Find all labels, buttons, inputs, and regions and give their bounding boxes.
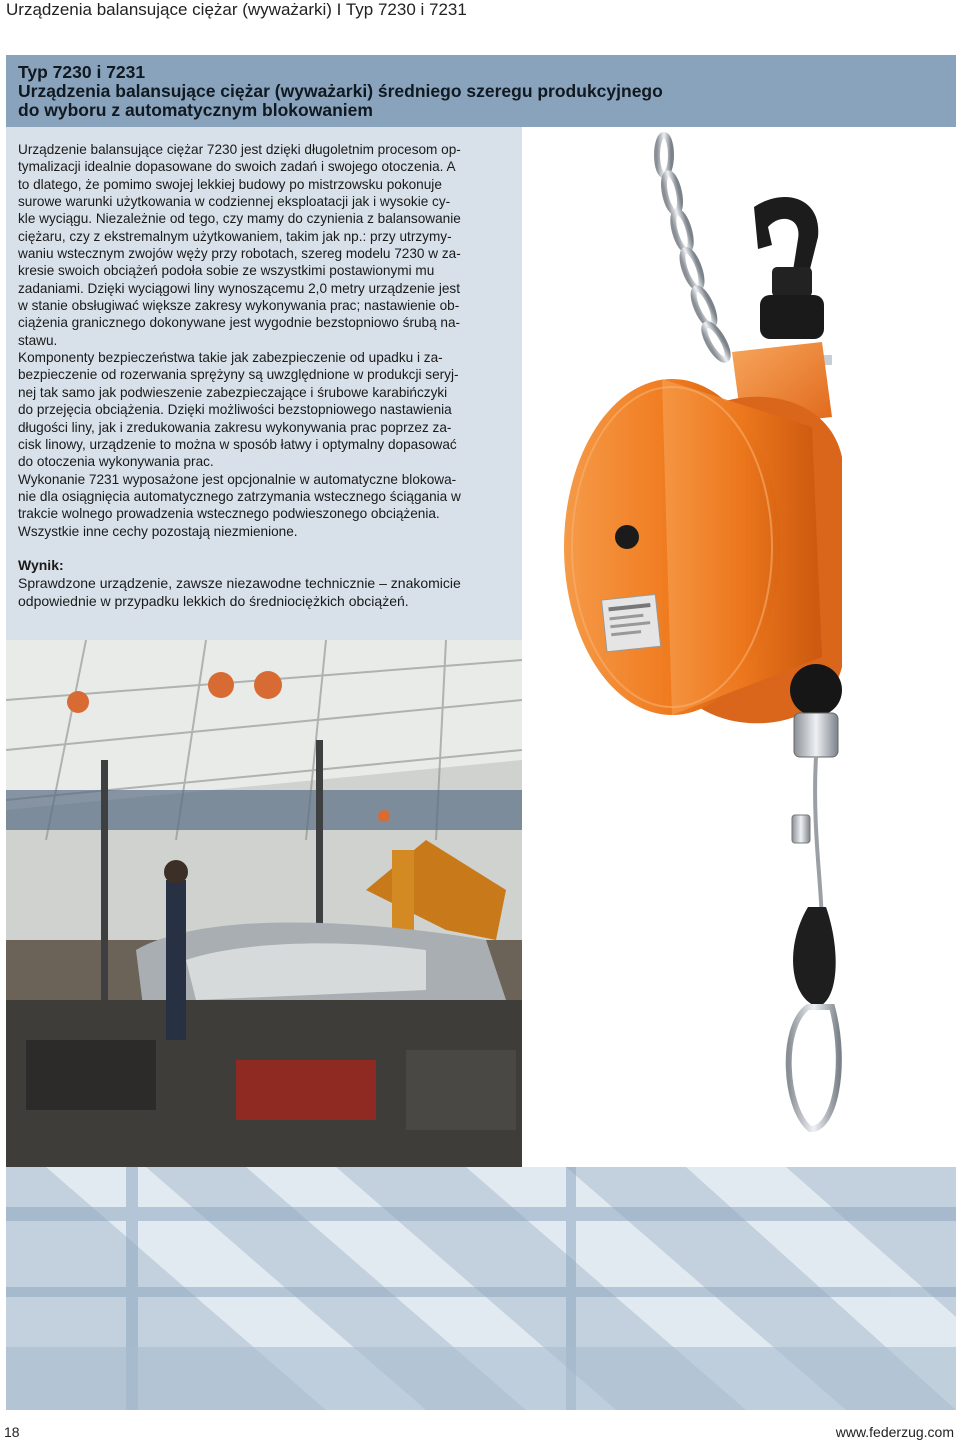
result-label: Wynik: xyxy=(18,557,64,573)
wire-rope xyxy=(815,757,822,927)
website-link[interactable]: www.federzug.com xyxy=(835,1424,954,1440)
decorative-banner xyxy=(6,1167,956,1410)
spring-balancer-illustration xyxy=(522,127,956,1167)
text-line: bezpieczenie od rozerwania sprężyny są uwzględnione w produkcji seryj- xyxy=(18,367,459,383)
page-title-line-1: Typ 7230 i 7231 xyxy=(18,62,146,82)
rope-loop xyxy=(793,907,836,1007)
description-panel xyxy=(6,127,522,640)
paragraph-variant xyxy=(18,471,510,540)
page-title-line-2: Urządzenia balansujące ciężar (wyważarki) średniego szeregu produkcyjnego xyxy=(18,81,663,101)
text-line: Wykonanie 7231 wyposażone jest opcjonalnie w automatyczne blokowa- xyxy=(18,471,457,487)
text-line: trakcie wolnego prowadzenia wstecznego podwieszonego obciążenia. xyxy=(18,506,440,522)
text-line: zadaniami. Dzięki wyciągowi liny wynoszącemu 2,0 metry urządzenie jest xyxy=(18,280,460,296)
carabiner-hook xyxy=(789,1007,839,1129)
text-line: ciężaru, czy z ekstremalnym użytkowaniem, takim jak np.: przy utrzymy- xyxy=(18,228,452,244)
text-line: cisk linowy, urządzenie to można w sposób łatwy i optymalny dopasować xyxy=(18,436,457,452)
text-line: Wszystkie inne cechy pozostają niezmienione. xyxy=(18,523,298,539)
result-line: odpowiednie w przypadku lekkich do średniociężkich obciążeń. xyxy=(18,592,409,609)
text-line: kresie swoich obciążeń podoła sobie ze wszystkimi postawionymi mu xyxy=(18,263,435,279)
type-plate xyxy=(602,594,661,651)
page-number: 18 xyxy=(4,1424,20,1440)
text-line: to dlatego, że pomimo swojej lekkiej budowy po mistrzowsku pokonuje xyxy=(18,176,442,192)
text-line: nie dla osiągnięcia automatycznego zatrzymania wstecznego ściągania w xyxy=(18,488,461,504)
paragraph-safety xyxy=(18,349,510,470)
text-line: do otoczenia wykonywania prac. xyxy=(18,454,214,470)
text-line: Komponenty bezpieczeństwa takie jak zabezpieczenie od upadku i za- xyxy=(18,350,443,366)
paragraph-intro xyxy=(18,141,510,349)
page-title-line-3: do wyboru z automatycznym blokowaniem xyxy=(18,100,373,120)
text-line: do przejęcia obciążenia. Dzięki możliwości bezstopniowego nastawienia xyxy=(18,402,452,418)
text-line: Urządzenie balansujące ciężar 7230 jest dzięki długoletnim procesom op- xyxy=(18,142,461,157)
text-line: długości liny, jak i zredukowania zakresu wykonywania prac poprzez za- xyxy=(18,419,452,435)
safety-hook xyxy=(754,197,818,277)
result-text xyxy=(18,575,510,610)
text-line: stawu. xyxy=(18,332,58,348)
title-band xyxy=(6,55,956,127)
text-line: tymalizacji idealnie dopasowane do swoich zadań i swojego otoczenia. A xyxy=(18,159,456,175)
factory-photo xyxy=(6,640,522,1167)
product-photo xyxy=(522,127,956,1167)
cable-clamp xyxy=(794,713,838,757)
running-header: Urządzenia balansujące ciężar (wyważarki) I Typ 7230 i 7231 xyxy=(6,0,467,19)
chain xyxy=(657,135,732,363)
decorative-structure-image xyxy=(6,1167,956,1410)
text-line: kle wyciągu. Niezależnie od tego, czy mamy do czynienia z balansowanie xyxy=(18,211,461,227)
ball-stop xyxy=(790,664,842,716)
description-text xyxy=(18,141,510,540)
assembly-line-scene xyxy=(6,640,522,1167)
text-line: waniu wstecznym zwojów węży przy robotach, szereg modelu 7230 w za- xyxy=(18,246,461,262)
text-line: nej tak samo jak podwieszenie zabezpieczające i śrubowe karabińczyki xyxy=(18,384,448,400)
text-line: surowe warunki użytkowania w codziennej eksploatacji jak i wysokie cy- xyxy=(18,194,451,210)
text-line: w stanie obsługiwać większe zakresy wykonywania prac; nastawienie ob- xyxy=(18,298,460,314)
adjustment-screw xyxy=(615,525,639,549)
text-line: ciążenia granicznego dokonywane jest wygodnie bezstopniowo śrubą na- xyxy=(18,315,461,331)
result-line: Sprawdzone urządzenie, zawsze niezawodne technicznie – znakomicie xyxy=(18,575,461,591)
